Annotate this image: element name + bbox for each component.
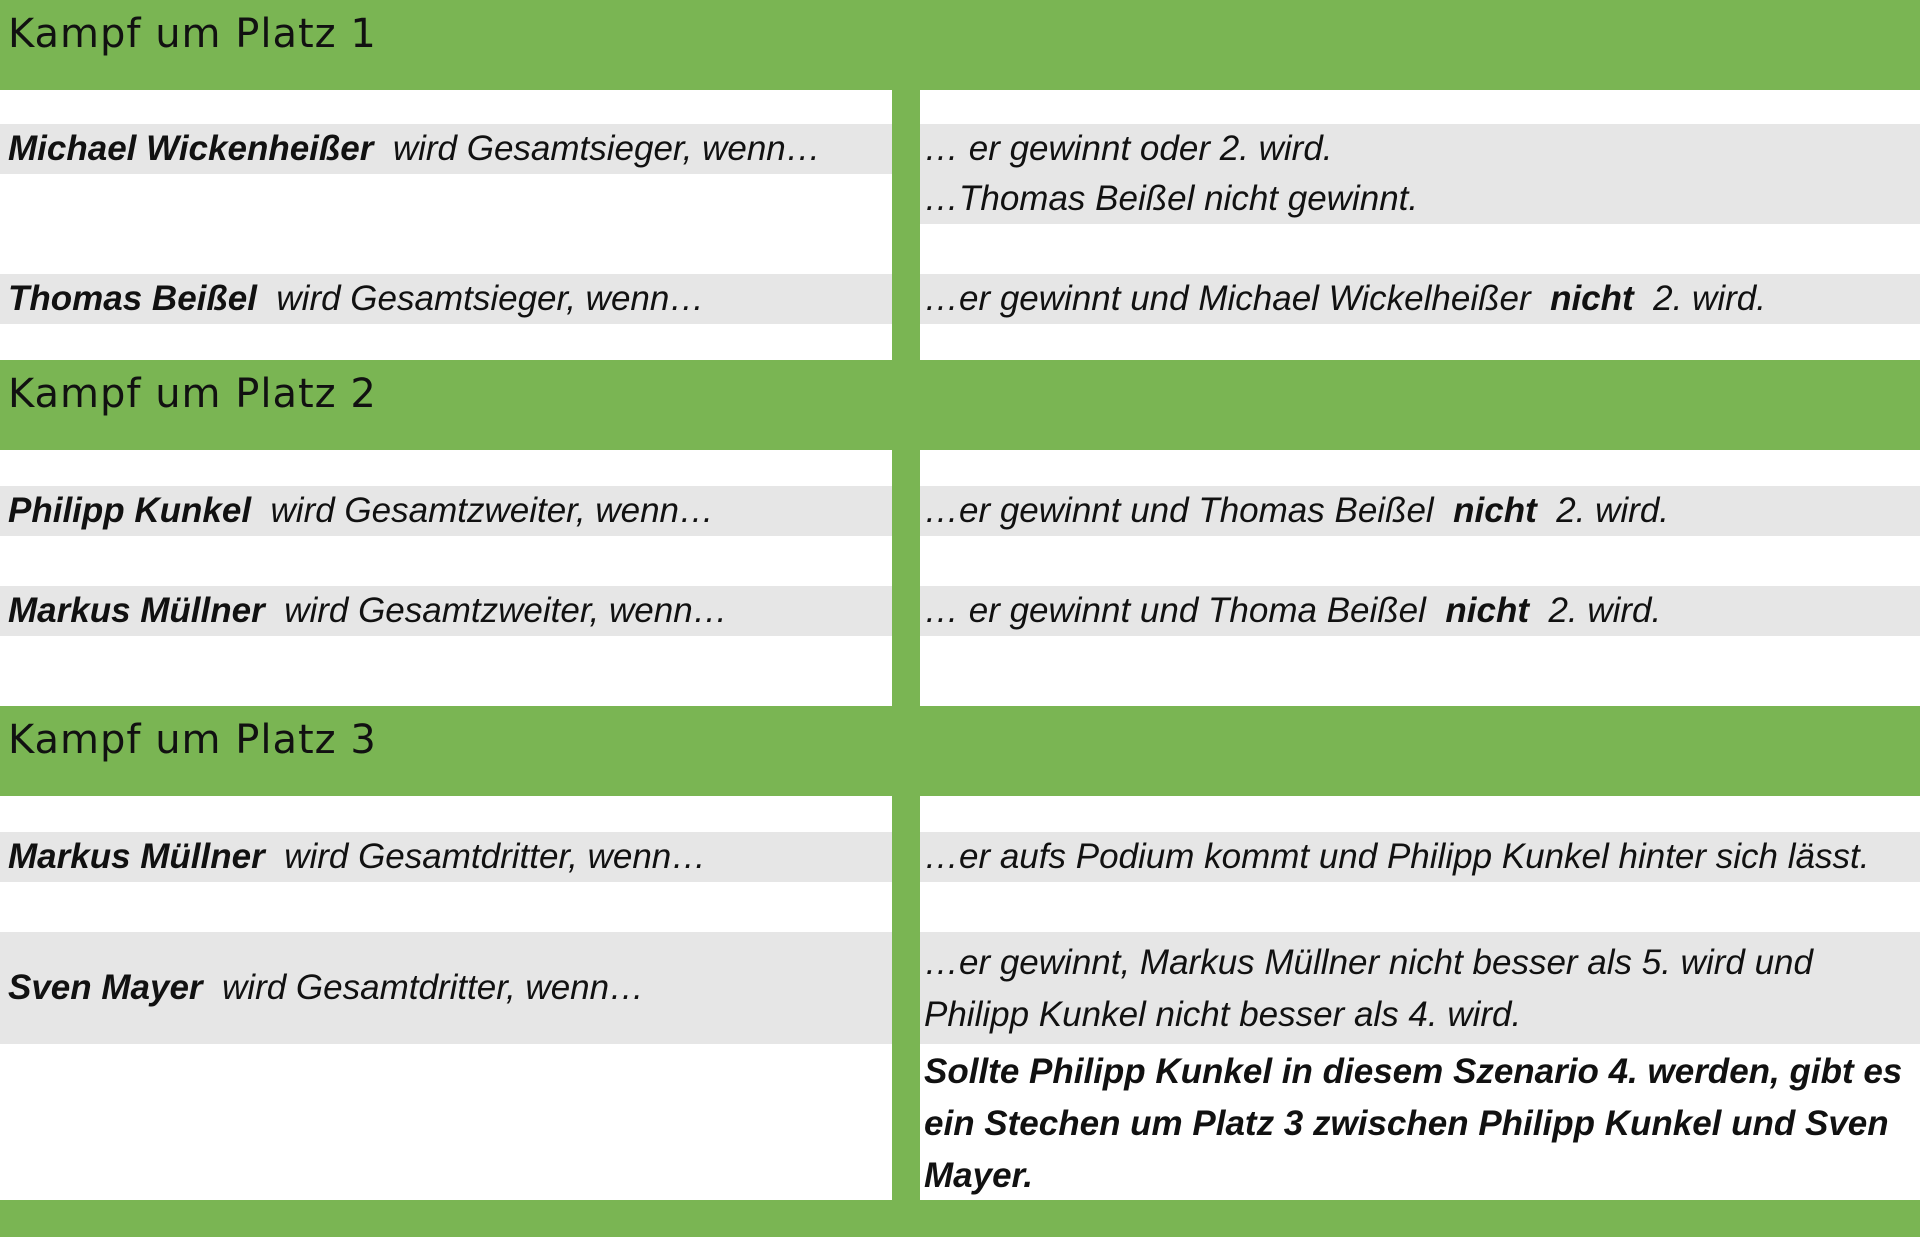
row-label-sven-mayer <box>8 963 644 1013</box>
result-line: …Thomas Beißel nicht gewinnt. <box>924 179 1419 218</box>
condition-text: wird Gesamtsieger, wenn… <box>392 129 821 168</box>
note-line: Sollte Philipp Kunkel in diesem Szenario 4. werden, gibt es <box>924 1052 1903 1091</box>
row-label-philipp-kunkel <box>8 486 714 536</box>
result-text: 2. wird. <box>1556 491 1670 530</box>
player-name: Michael Wickenheißer <box>8 129 374 168</box>
row-result-markus-muellner <box>924 586 1914 636</box>
condition-text: wird Gesamtzweiter, wenn… <box>270 491 715 530</box>
player-name: Markus Müllner <box>8 837 265 876</box>
condition-text: wird Gesamtdritter, wenn… <box>284 837 707 876</box>
section-title-platz-2: Kampf um Platz 2 <box>8 371 377 417</box>
condition-text: wird Gesamtdritter, wenn… <box>222 968 645 1007</box>
player-name: Philipp Kunkel <box>8 491 252 530</box>
result-emphasis: nicht <box>1445 591 1529 630</box>
section-title-platz-1: Kampf um Platz 1 <box>8 11 377 57</box>
row-label-thomas-beissel <box>8 274 704 324</box>
result-text: 2. wird. <box>1548 591 1662 630</box>
player-name: Thomas Beißel <box>8 279 257 318</box>
row-result-thomas-beissel <box>924 274 1914 324</box>
condition-text: wird Gesamtsieger, wenn… <box>276 279 705 318</box>
row-label-michael-wickenheisser <box>8 124 821 174</box>
row-result-markus-muellner-3: …er aufs Podium kommt und Philipp Kunkel hinter sich lässt. <box>924 837 1870 876</box>
player-name: Sven Mayer <box>8 968 203 1007</box>
result-line: …er gewinnt, Markus Müllner nicht besser als 5. wird und <box>924 943 1813 982</box>
note-line: Mayer. <box>924 1156 1033 1195</box>
result-text: …er gewinnt und Michael Wickelheißer <box>924 279 1531 318</box>
note-line: ein Stechen um Platz 3 zwischen Philipp Kunkel und Sven <box>924 1104 1889 1143</box>
row-result-michael-wickenheisser <box>924 124 1914 224</box>
row-label-markus-muellner-3 <box>8 832 706 882</box>
result-emphasis: nicht <box>1453 491 1537 530</box>
tiebreak-note <box>924 1046 1914 1202</box>
result-text: …er gewinnt und Thomas Beißel <box>924 491 1434 530</box>
result-emphasis: nicht <box>1550 279 1634 318</box>
result-line: … er gewinnt oder 2. wird. <box>924 129 1333 168</box>
row-label-markus-muellner <box>8 586 728 636</box>
result-text: … er gewinnt und Thoma Beißel <box>924 591 1426 630</box>
condition-text: wird Gesamtzweiter, wenn… <box>284 591 728 630</box>
row-result-sven-mayer <box>924 937 1914 1041</box>
result-line: Philipp Kunkel nicht besser als 4. wird. <box>924 995 1522 1034</box>
player-name: Markus Müllner <box>8 591 265 630</box>
result-text: 2. wird. <box>1653 279 1766 318</box>
section-title-platz-3: Kampf um Platz 3 <box>8 717 377 763</box>
row-result-philipp-kunkel <box>924 486 1914 536</box>
